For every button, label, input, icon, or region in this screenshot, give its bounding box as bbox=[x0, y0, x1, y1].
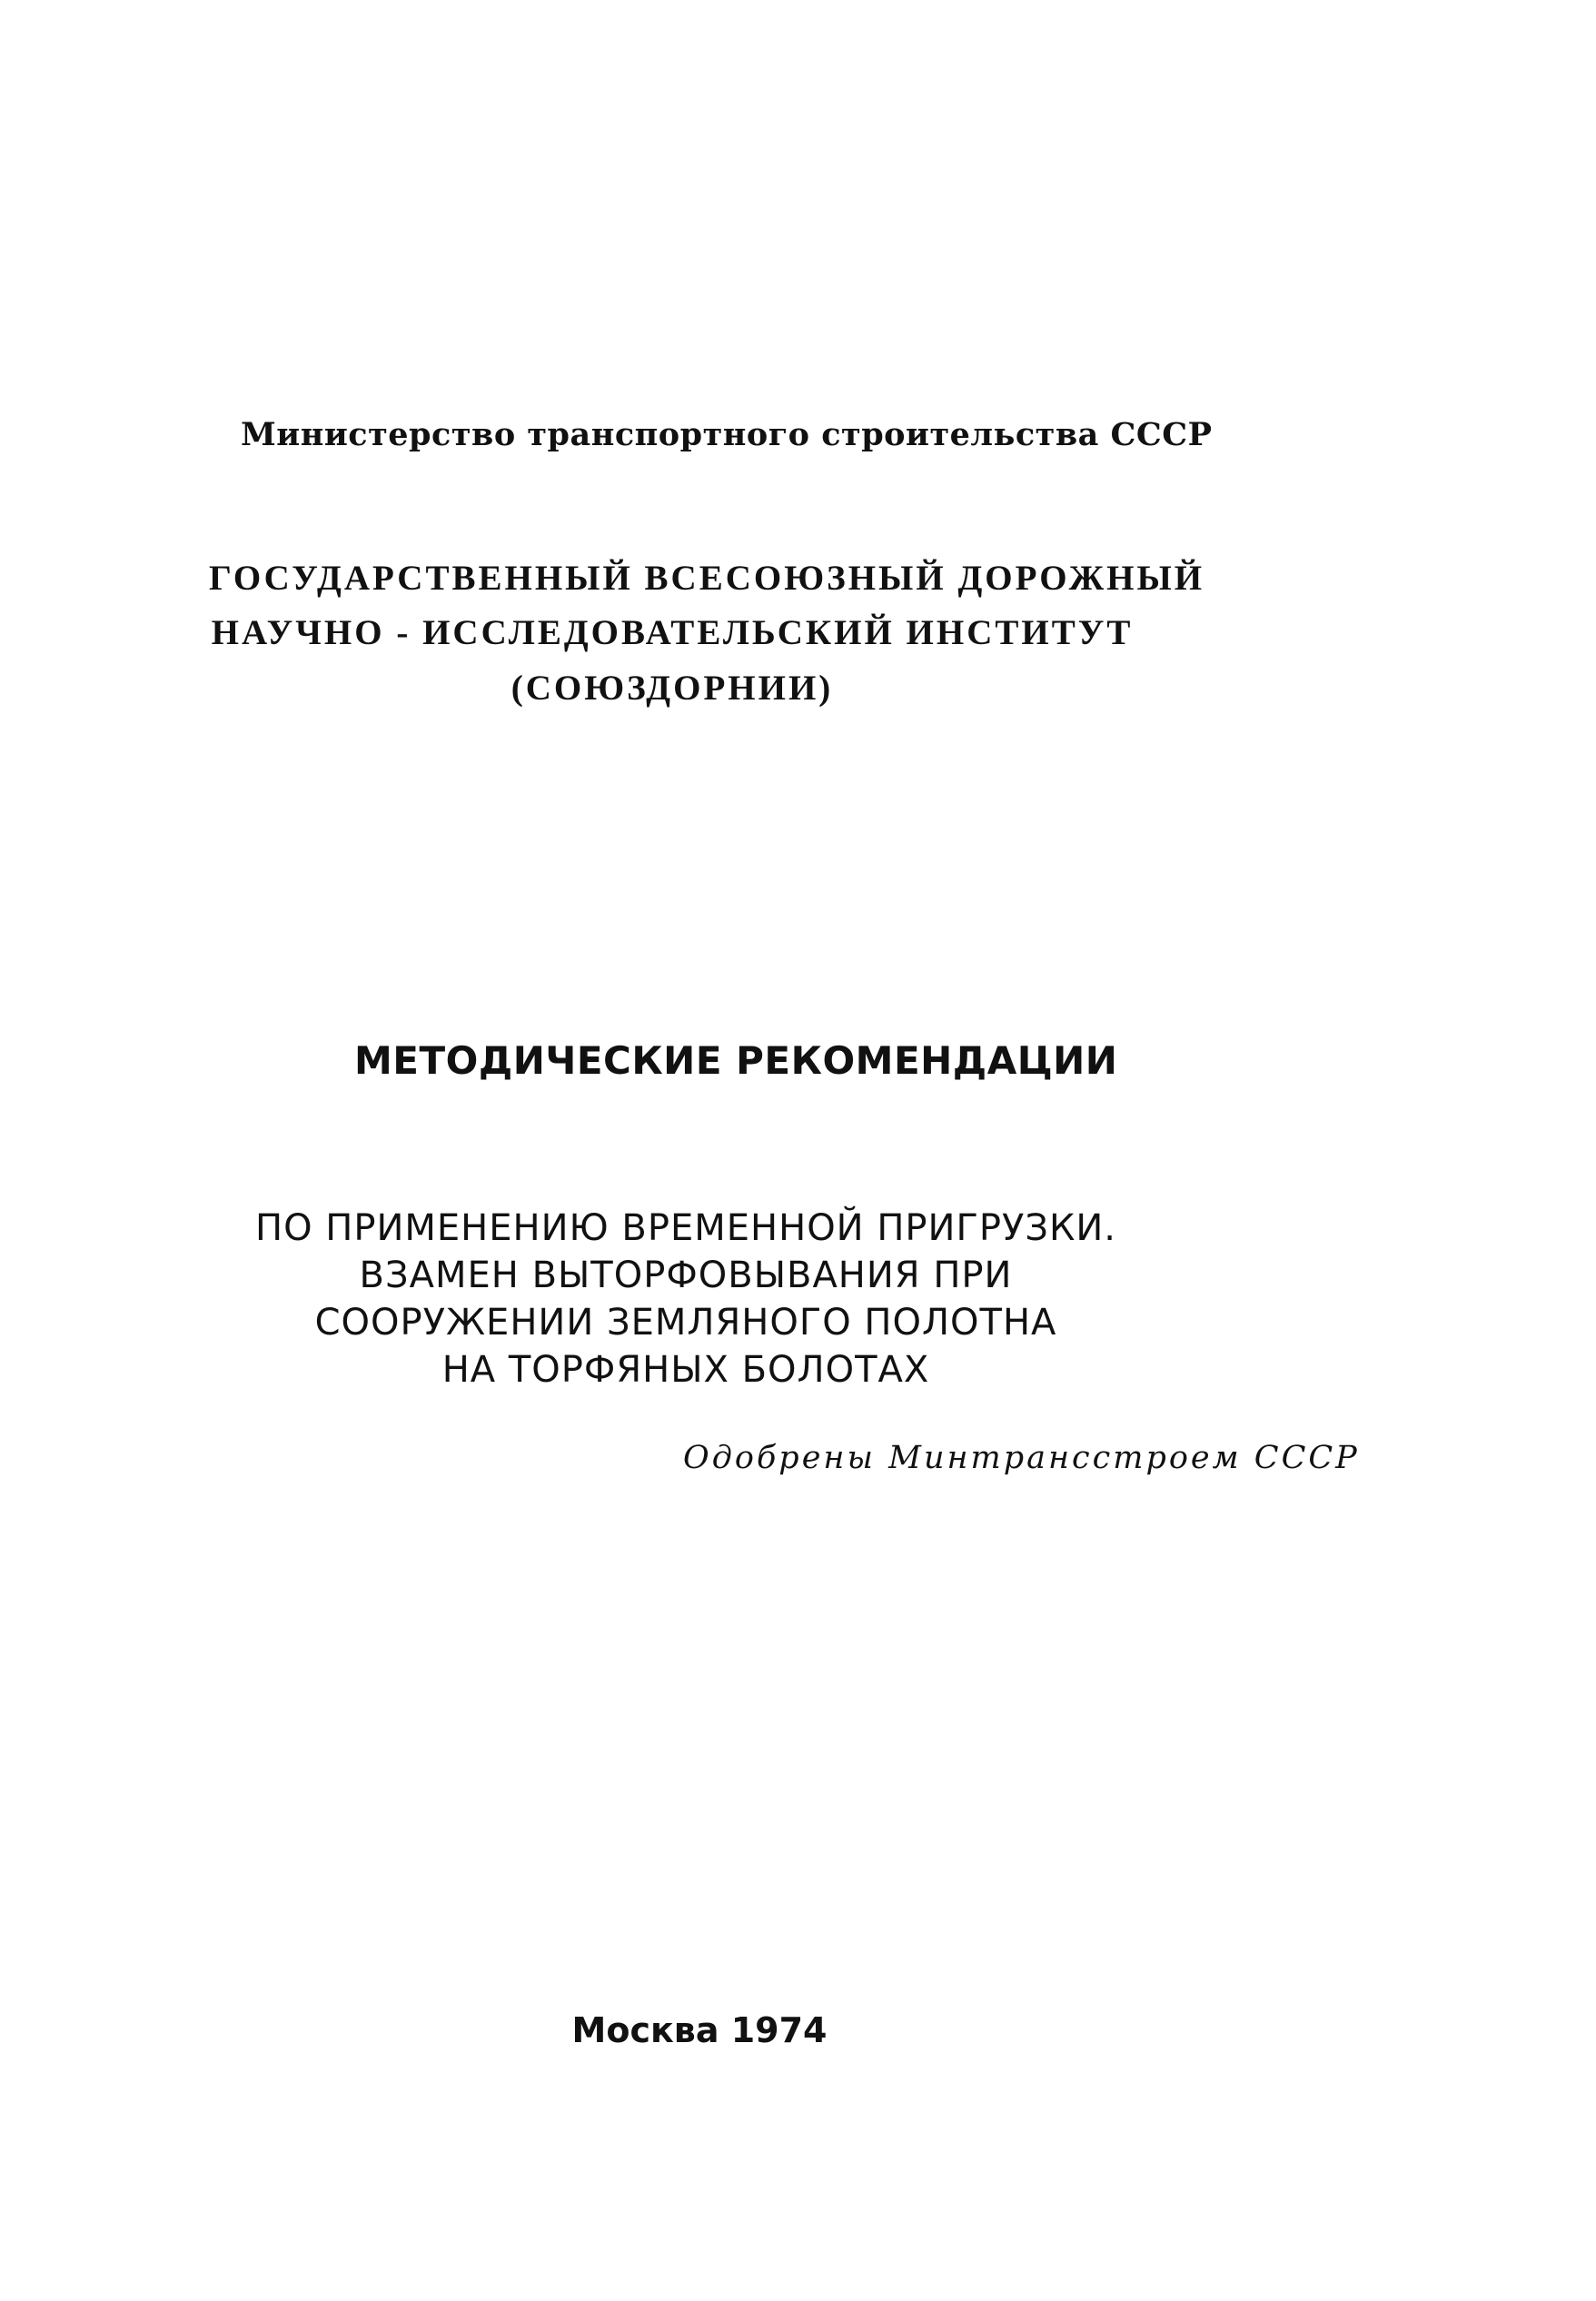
approval-note: Одобрены Минтрансстроем СССР bbox=[683, 1440, 1360, 1476]
subject-line-1: ПО ПРИМЕНЕНИЮ ВРЕМЕННОЙ ПРИГРУЗКИ. bbox=[254, 1207, 1117, 1249]
document-type-title: МЕТОДИЧЕСКИЕ РЕКОМЕНДАЦИИ bbox=[354, 1038, 1118, 1083]
institute-name-line-1: ГОСУДАРСТВЕННЫЙ ВСЕСОЮЗНЫЙ ДОРОЖНЫЙ bbox=[209, 559, 1205, 598]
subject-line-4: НА ТОРФЯНЫХ БОЛОТАХ bbox=[441, 1349, 930, 1391]
place-and-year: Москва 1974 bbox=[571, 2010, 828, 2050]
ministry-name: Министерство транспортного строительства СССР bbox=[241, 416, 1213, 453]
subject-line-3: СООРУЖЕНИИ ЗЕМЛЯНОГО ПОЛОТНА bbox=[314, 1302, 1057, 1344]
subject-line-2: ВЗАМЕН ВЫТОРФОВЫВАНИЯ ПРИ bbox=[359, 1255, 1013, 1296]
institute-name-line-2: НАУЧНО - ИССЛЕДОВАТЕЛЬСКИЙ ИНСТИТУТ bbox=[211, 613, 1134, 652]
institute-abbreviation: (СОЮЗДОРНИИ) bbox=[511, 669, 834, 708]
